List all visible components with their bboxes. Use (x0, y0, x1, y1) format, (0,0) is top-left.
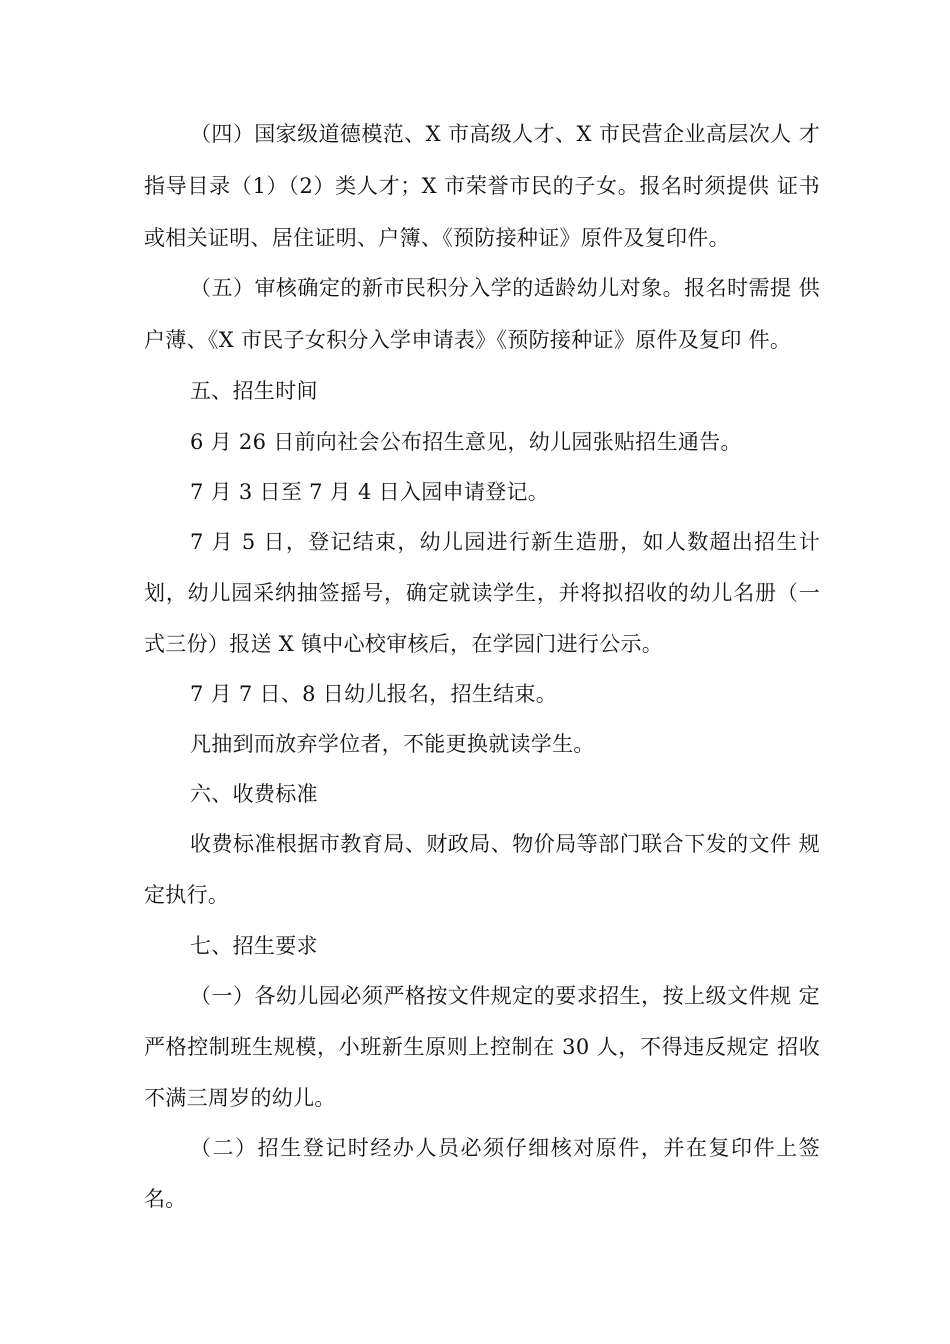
section-heading-enrollment-time: 五、招生时间 (190, 379, 318, 403)
paragraph-4-line-3: 或相关证明、居住证明、户簿、《预防接种证》原件及复印件。 (144, 226, 730, 250)
paragraph-enrollment-end: 7 月 7 日、8 日幼儿报名，招生结束。 (190, 682, 558, 706)
requirement-1-line-3: 不满三周岁的幼儿。 (144, 1086, 336, 1110)
requirement-1-line-1: （一）各幼儿园必须严格按文件规定的要求招生，按上级文件规 定 (190, 984, 820, 1008)
requirement-1-line-2: 严格控制班生规模，小班新生原则上控制在 30 人，不得违反规定 招收 (144, 1035, 820, 1059)
paragraph-5-line-2: 户薄、《X 市民子女积分入学申请表》《预防接种证》原件及复印 件。 (144, 328, 792, 352)
requirement-2-line-1: （二）招生登记时经办人员必须仔细核对原件，并在复印件上签 (190, 1136, 820, 1160)
paragraph-forfeit: 凡抽到而放弃学位者，不能更换就读学生。 (190, 732, 595, 756)
paragraph-lottery-line-2: 划，幼儿园采纳抽签摇号，确定就读学生，并将拟招收的幼儿名册（一 (144, 581, 820, 605)
paragraph-announcement: 6 月 26 日前向社会公布招生意见，幼儿园张贴招生通告。 (190, 430, 742, 454)
paragraph-lottery-line-1: 7 月 5 日，登记结束，幼儿园进行新生造册，如人数超出招生计 (190, 530, 820, 554)
paragraph-registration: 7 月 3 日至 7 月 4 日入园申请登记。 (190, 480, 550, 504)
paragraph-4-line-2: 指导目录（1）（2）类人才；X 市荣誉市民的子女。报名时须提供 证书 (144, 174, 820, 198)
paragraph-fee-line-2: 定执行。 (144, 883, 230, 907)
paragraph-lottery-line-3: 式三份）报送 X 镇中心校审核后，在学园门进行公示。 (144, 632, 664, 656)
section-heading-enrollment-requirements: 七、招生要求 (190, 934, 318, 958)
paragraph-5-line-1: （五）审核确定的新市民积分入学的适龄幼儿对象。报名时需提 供 (190, 276, 820, 300)
section-heading-fee-standard: 六、收费标准 (190, 782, 318, 806)
paragraph-fee-line-1: 收费标准根据市教育局、财政局、物价局等部门联合下发的文件 规 (190, 832, 820, 856)
paragraph-4-line-1: （四）国家级道德模范、X 市高级人才、X 市民营企业高层次人 才 (190, 122, 820, 146)
requirement-2-line-2: 名。 (144, 1187, 187, 1211)
